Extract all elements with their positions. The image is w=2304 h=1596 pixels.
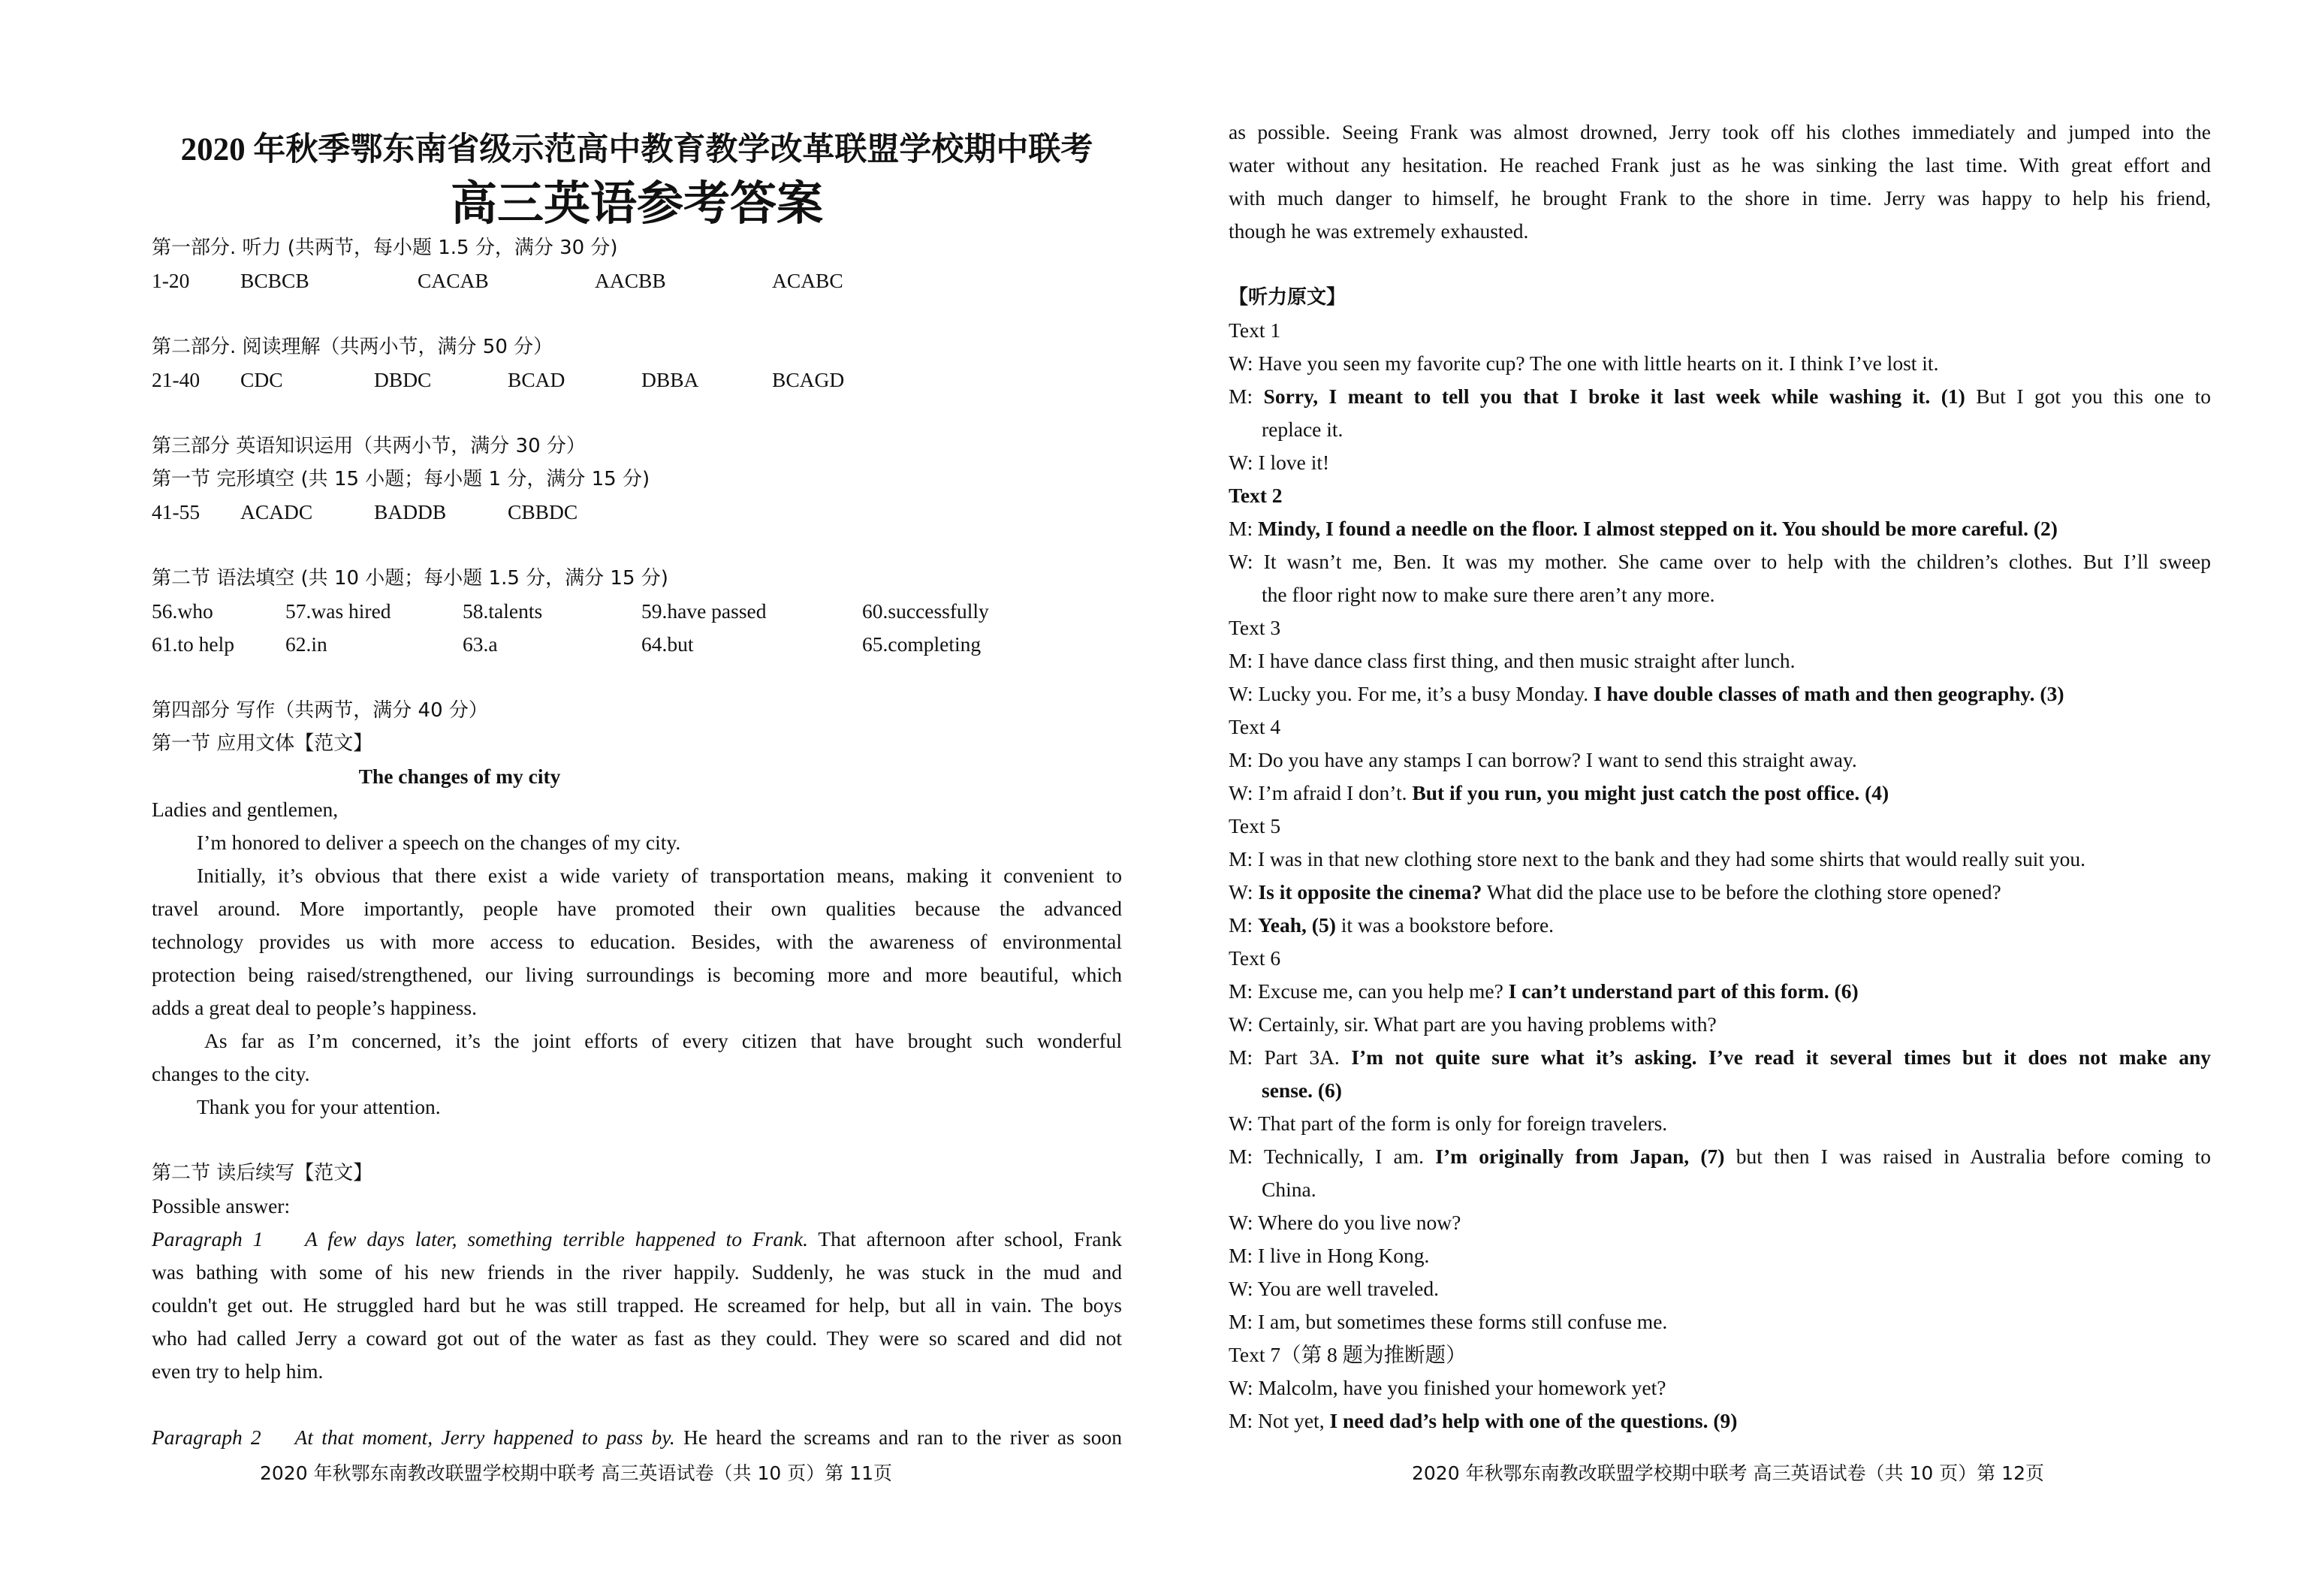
grammar-answer: 57.was hired bbox=[285, 599, 391, 623]
paragraph2-text: He heard the screams and ran to the river as soon bbox=[674, 1426, 1123, 1449]
dialogue-text: M: Excuse me, can you help me? bbox=[1229, 979, 1509, 1003]
grammar-answer: 64.but bbox=[641, 632, 694, 656]
key-sentence: I’m not quite sure what it’s asking. I’ve read it several times but it does not make any bbox=[1351, 1045, 2211, 1069]
dialogue-text: M: Not yet, bbox=[1229, 1409, 1330, 1432]
key-sentence: Sorry, I meant to tell you that I broke it last week while washing it. (1) bbox=[1263, 385, 1965, 408]
paragraph2-line: with much danger to himself, he brought Frank to the shore in time. Jerry was happy to help his friend, bbox=[1229, 186, 2211, 210]
essay-line: technology provides us with more access to education. Besides, with the awareness of environmental bbox=[152, 930, 1122, 953]
essay-line: I’m honored to deliver a speech on the changes of my city. bbox=[197, 831, 681, 854]
speaker-label: M: bbox=[1229, 517, 1258, 540]
paragraph2-label: Paragraph 2 bbox=[152, 1426, 261, 1449]
listening-transcript-heading: 【听力原文】 bbox=[1229, 286, 1347, 309]
text-heading: Text 4 bbox=[1229, 715, 1281, 738]
speaker-label: M: bbox=[1229, 385, 1264, 408]
answer-range: 21-40 bbox=[152, 368, 201, 391]
dialogue-text: W: Lucky you. For me, it’s a busy Monday. bbox=[1229, 682, 1594, 705]
part3-sec2-heading: 第二节 语法填空 (共 10 小题；每小题 1.5 分，满分 15 分) bbox=[152, 567, 668, 590]
key-sentence: I have double classes of math and then geography. (3) bbox=[1594, 682, 2064, 705]
answer-key-title: 高三英语参考答案 bbox=[450, 176, 823, 231]
grammar-answer: 63.a bbox=[463, 632, 498, 656]
paragraph1-text: That afternoon after school, Frank bbox=[807, 1227, 1123, 1251]
paragraph2-lead: At that moment, Jerry happened to pass by. bbox=[294, 1426, 675, 1449]
grammar-answer: 58.talents bbox=[463, 599, 543, 623]
dialogue-line: W: Certainly, sir. What part are you having problems with? bbox=[1229, 1012, 1717, 1036]
answer-group: DBBA bbox=[641, 368, 699, 391]
text-heading: Text 2 bbox=[1229, 484, 1283, 507]
key-sentence: I need dad’s help with one of the questions. (9) bbox=[1329, 1409, 1738, 1432]
dialogue-line: W: Have you seen my favorite cup? The one with little hearts on it. I think I’ve lost it. bbox=[1229, 351, 1939, 375]
text-heading: Text 6 bbox=[1229, 946, 1281, 970]
dialogue-line bbox=[1229, 380, 2211, 413]
part3-heading: 第三部分 英语知识运用（共两小节，满分 30 分） bbox=[152, 435, 586, 457]
dialogue-text: it was a bookstore before. bbox=[1335, 913, 1555, 937]
answer-range: 41-55 bbox=[152, 500, 201, 523]
dialogue-line bbox=[1229, 1404, 2211, 1438]
dialogue-text: W: I’m afraid I don’t. bbox=[1229, 781, 1413, 804]
essay-line: Thank you for your attention. bbox=[197, 1095, 441, 1118]
dialogue-line: W: That part of the form is only for foreign travelers. bbox=[1229, 1112, 1668, 1135]
paragraph1-line: even try to help him. bbox=[152, 1359, 324, 1383]
key-sentence: Mindy, I found a needle on the floor. I almost stepped on it. You should be more careful. (2) bbox=[1257, 517, 2058, 540]
answer-group: ACADC bbox=[240, 500, 313, 523]
dialogue-line: W: You are well traveled. bbox=[1229, 1277, 1440, 1300]
essay-line: Initially, it’s obvious that there exist a wide variety of transportation means, making it convenient to bbox=[197, 864, 1122, 887]
dialogue-line bbox=[1229, 1140, 2211, 1173]
answer-group: BCBCB bbox=[240, 269, 309, 292]
dialogue-line: W: Malcolm, have you finished your homework yet? bbox=[1229, 1376, 1666, 1399]
grammar-answer: 65.completing bbox=[862, 632, 982, 656]
dialogue-line bbox=[1229, 512, 2211, 545]
dialogue-line bbox=[1229, 777, 2211, 810]
dialogue-text: But I got you this one to bbox=[1965, 385, 2211, 408]
paragraph1-line: who had called Jerry a coward got out of the water as fast as they could. They were so scared and did not bbox=[152, 1326, 1122, 1350]
dialogue-line: W: Where do you live now? bbox=[1229, 1211, 1461, 1234]
speaker-label: M: bbox=[1229, 913, 1258, 937]
grammar-answer: 59.have passed bbox=[641, 599, 767, 623]
text-heading: Text 1 bbox=[1229, 318, 1281, 342]
dialogue-line: replace it. bbox=[1262, 418, 1343, 441]
paragraph2-line: as possible. Seeing Frank was almost drowned, Jerry took off his clothes immediately and jumped into the bbox=[1229, 120, 2211, 143]
page-footer-11: 2020 年秋鄂东南教改联盟学校期中联考 高三英语试卷（共 10 页）第 11页 bbox=[260, 1462, 892, 1484]
dialogue-line: W: It wasn’t me, Ben. It was my mother. She came over to help with the children’s clothes. But I’ll sweep bbox=[1229, 550, 2211, 573]
part3-sec1-heading: 第一节 完形填空 (共 15 小题；每小题 1 分，满分 15 分) bbox=[152, 468, 650, 490]
paragraph2-first-line bbox=[152, 1421, 1122, 1454]
speaker-label: W: bbox=[1229, 880, 1259, 904]
page-footer-12: 2020 年秋鄂东南教改联盟学校期中联考 高三英语试卷（共 10 页）第 12页 bbox=[1412, 1462, 2044, 1484]
paragraph2-line: though he was extremely exhausted. bbox=[1229, 219, 1529, 243]
answer-group: ACABC bbox=[772, 269, 843, 292]
part2-heading: 第二部分. 阅读理解（共两小节，满分 50 分） bbox=[152, 336, 553, 358]
key-sentence: Yeah, (5) bbox=[1257, 913, 1336, 937]
answer-group: CACAB bbox=[418, 269, 489, 292]
exam-title: 2020 年秋季鄂东南省级示范高中教育教学改革联盟学校期中联考 bbox=[180, 132, 1093, 167]
page-12 bbox=[1152, 0, 2304, 1596]
paragraph1-lead: A few days later, something terrible happened to Frank. bbox=[305, 1227, 808, 1251]
answer-group: DBDC bbox=[374, 368, 432, 391]
dialogue-line bbox=[1229, 876, 2211, 909]
essay-line: adds a great deal to people’s happiness. bbox=[152, 996, 477, 1019]
essay-line: As far as I’m concerned, it’s the joint efforts of every citizen that have brought such wonderful bbox=[204, 1029, 1122, 1052]
dialogue-line bbox=[1229, 1041, 2211, 1074]
dialogue-line bbox=[1229, 975, 2211, 1008]
paragraph1-first-line bbox=[152, 1223, 1122, 1256]
grammar-answer: 56.who bbox=[152, 599, 213, 623]
part4-sec1-heading: 第一节 应用文体【范文】 bbox=[152, 732, 373, 755]
text-heading: Text 7（第 8 题为推断题） bbox=[1229, 1343, 1467, 1366]
dialogue-line bbox=[1229, 909, 2211, 942]
answer-group: BCAGD bbox=[772, 368, 845, 391]
answer-range: 1-20 bbox=[152, 269, 190, 292]
dialogue-line: M: I live in Hong Kong. bbox=[1229, 1244, 1430, 1267]
paragraph1-line: was bathing with some of his new friends in the river happily. Suddenly, he was stuck in the mud and bbox=[152, 1260, 1122, 1284]
essay-line: travel around. More importantly, people have promoted their own qualities because the advanced bbox=[152, 897, 1122, 920]
grammar-answer: 62.in bbox=[285, 632, 327, 656]
dialogue-text: M: Part 3A. bbox=[1229, 1045, 1352, 1069]
possible-answer-label: Possible answer: bbox=[152, 1194, 291, 1217]
answer-group: BADDB bbox=[374, 500, 447, 523]
dialogue-line: M: I am, but sometimes these forms still confuse me. bbox=[1229, 1310, 1668, 1333]
dialogue-line: M: I was in that new clothing store next to the bank and they had some shirts that would really suit you. bbox=[1229, 847, 2086, 870]
dialogue-line: the floor right now to make sure there aren’t any more. bbox=[1262, 583, 1715, 606]
key-sentence: I’m originally from Japan, (7) bbox=[1435, 1145, 1725, 1168]
dialogue-line bbox=[1229, 677, 2211, 711]
dialogue-line: M: I have dance class first thing, and then music straight after lunch. bbox=[1229, 649, 1796, 672]
answer-group: CBBDC bbox=[508, 500, 578, 523]
grammar-answer: 61.to help bbox=[152, 632, 234, 656]
answer-group: BCAD bbox=[508, 368, 565, 391]
key-sentence: But if you run, you might just catch the post office. (4) bbox=[1412, 781, 1889, 804]
dialogue-line: China. bbox=[1262, 1178, 1316, 1201]
dialogue-text: What did the place use to be before the clothing store opened? bbox=[1482, 880, 2001, 904]
part1-heading: 第一部分. 听力 (共两节，每小题 1.5 分，满分 30 分) bbox=[152, 237, 618, 259]
text-heading: Text 5 bbox=[1229, 814, 1281, 837]
part4-heading: 第四部分 写作（共两节，满分 40 分） bbox=[152, 699, 488, 722]
part4-sec2-heading: 第二节 读后续写【范文】 bbox=[152, 1162, 373, 1184]
text-heading: Text 3 bbox=[1229, 616, 1281, 639]
paragraph1-line: couldn't get out. He struggled hard but he was still trapped. He screamed for help, but all in vain. The boys bbox=[152, 1293, 1122, 1317]
paragraph2-line: water without any hesitation. He reached Frank just as he was sinking the last time. With great effort and bbox=[1229, 153, 2211, 176]
essay-greeting: Ladies and gentlemen, bbox=[152, 798, 339, 821]
dialogue-line: W: I love it! bbox=[1229, 451, 1330, 474]
key-sentence: I can’t understand part of this form. (6) bbox=[1508, 979, 1859, 1003]
dialogue-text: but then I was raised in Australia before coming to bbox=[1724, 1145, 2211, 1168]
essay-title: The changes of my city bbox=[358, 765, 561, 788]
dialogue-text: M: Technically, I am. bbox=[1229, 1145, 1436, 1168]
grammar-answer: 60.successfully bbox=[862, 599, 989, 623]
key-sentence: Is it opposite the cinema? bbox=[1258, 880, 1482, 904]
answer-group: CDC bbox=[240, 368, 283, 391]
paragraph1-label: Paragraph 1 bbox=[152, 1227, 264, 1251]
essay-line: protection being raised/strengthened, our living surroundings is becoming more and more beautiful, which bbox=[152, 963, 1122, 986]
answer-group: AACBB bbox=[595, 269, 666, 292]
dialogue-line: M: Do you have any stamps I can borrow? I want to send this straight away. bbox=[1229, 748, 1857, 771]
dialogue-line: sense. (6) bbox=[1262, 1079, 1342, 1102]
essay-line: changes to the city. bbox=[152, 1062, 310, 1085]
